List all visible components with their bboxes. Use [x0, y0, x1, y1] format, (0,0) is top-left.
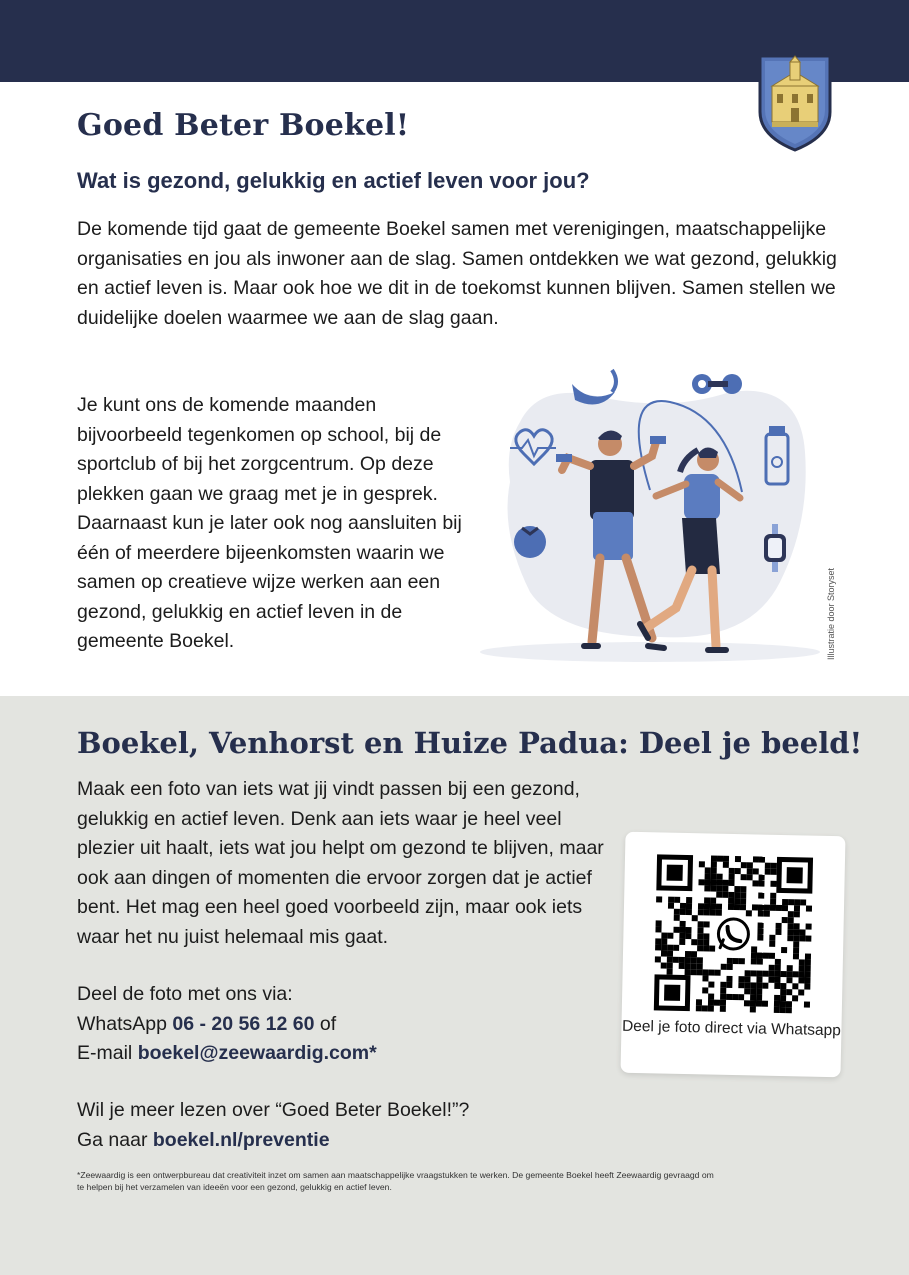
qr-module	[740, 898, 746, 904]
qr-module	[679, 939, 685, 945]
share-paragraph: Maak een foto van iets wat jij vindt passen bij een gezond, gelukkig en actief leven. Denk aan iets waar je heel veel plezier uit haalt, iets wat jou helpt om gezond te blijven, maar ook aan dingen of momenten die ervoor zorgen dat je actief bent. Het mag een heel goed voorbeeld zijn, maar ook iets waar het nu juist helemaal mis gaat.	[77, 778, 604, 948]
page-subtitle: Wat is gezond, gelukkig en actief leven voor jou?	[77, 168, 590, 193]
qr-module	[740, 892, 746, 898]
municipality-crest-icon	[756, 52, 834, 152]
qr-module	[686, 903, 692, 909]
qr-module	[786, 1007, 792, 1013]
qr-module	[698, 921, 704, 927]
qr-module	[685, 957, 691, 963]
qr-module	[699, 861, 705, 867]
qr-module	[704, 909, 710, 915]
qr-module	[655, 938, 661, 944]
qr-module	[734, 886, 740, 892]
more-prefix: Ga naar	[77, 1128, 148, 1151]
qr-module	[698, 879, 704, 885]
email-label: E-mail	[77, 1042, 133, 1064]
qr-module	[770, 905, 776, 911]
qr-module	[717, 874, 723, 880]
qr-module	[691, 963, 697, 969]
qr-module	[720, 988, 726, 994]
illustration-credit: Illustratie door Storyset	[826, 567, 836, 660]
qr-module	[661, 950, 667, 956]
qr-module	[728, 904, 734, 910]
qr-module	[774, 1007, 780, 1013]
qr-module	[747, 868, 753, 874]
qr-module	[751, 958, 757, 964]
qr-module	[685, 963, 691, 969]
qr-module	[787, 965, 793, 971]
qr-module	[758, 905, 764, 911]
qr-module	[680, 909, 686, 915]
qr-module	[771, 869, 777, 875]
qr-module	[792, 983, 798, 989]
qr-module	[661, 962, 667, 968]
page-title: Goed Beter Boekel!	[77, 108, 410, 143]
qr-module	[714, 1000, 720, 1006]
qr-module	[697, 963, 703, 969]
qr-module	[673, 957, 679, 963]
qr-module	[794, 905, 800, 911]
qr-module	[702, 987, 708, 993]
qr-module	[705, 873, 711, 879]
qr-module	[686, 909, 692, 915]
qr-module	[805, 954, 811, 960]
qr-module	[792, 995, 798, 1001]
whatsapp-qr-code[interactable]	[652, 852, 815, 1015]
qr-caption: Deel je foto direct via Whatsapp	[621, 1017, 842, 1040]
intro-paragraph: De komende tijd gaat de gemeente Boekel samen met verenigingen, maatschappelijke organisaties en jou als inwoner aan de slag. Samen ontdekken we wat gezond, gelukkig en actief leven is. Maar ook hoe we dit in de toekomst kunnen blijven. Samen stellen we duidelijke doelen waarmee we aan de slag gaan.	[77, 218, 837, 329]
qr-module	[787, 929, 793, 935]
qr-module	[685, 969, 691, 975]
qr-module	[721, 964, 727, 970]
qr-module	[656, 920, 662, 926]
qr-module	[799, 971, 805, 977]
qr-module	[805, 972, 811, 978]
qr-module	[780, 1007, 786, 1013]
qr-module	[698, 909, 704, 915]
qr-module	[794, 899, 800, 905]
whatsapp-number-link[interactable]: 06 - 20 56 12 60	[172, 1012, 315, 1035]
qr-module	[685, 951, 691, 957]
qr-module	[697, 933, 703, 939]
qr-module	[661, 938, 667, 944]
qr-module	[758, 893, 764, 899]
qr-module	[750, 988, 756, 994]
qr-module	[708, 981, 714, 987]
qr-module	[763, 971, 769, 977]
qr-module	[793, 935, 799, 941]
qr-module	[805, 960, 811, 966]
qr-module	[720, 1000, 726, 1006]
qr-module	[793, 947, 799, 953]
qr-module	[776, 923, 782, 929]
qr-module	[787, 935, 793, 941]
more-info-block	[77, 1096, 622, 1155]
qr-module	[793, 971, 799, 977]
qr-module	[734, 898, 740, 904]
qr-module	[780, 995, 786, 1001]
qr-module	[751, 970, 757, 976]
qr-module	[782, 899, 788, 905]
qr-module	[762, 1001, 768, 1007]
qr-module	[726, 976, 732, 982]
qr-module	[702, 1005, 708, 1011]
qr-module	[711, 868, 717, 874]
qr-module	[691, 957, 697, 963]
qr-module	[703, 939, 709, 945]
qr-module	[667, 969, 673, 975]
qr-module	[804, 984, 810, 990]
qr-module	[793, 929, 799, 935]
qr-module	[759, 857, 765, 863]
qr-module	[752, 904, 758, 910]
qr-module	[756, 982, 762, 988]
qr-module	[711, 862, 717, 868]
qr-module	[679, 963, 685, 969]
qr-module	[674, 915, 680, 921]
qr-module	[710, 904, 716, 910]
qr-module	[805, 936, 811, 942]
qr-module	[788, 923, 794, 929]
qr-module	[667, 933, 673, 939]
qr-module	[774, 977, 780, 983]
qr-module	[757, 953, 763, 959]
share-title: Boekel, Venhorst en Huize Padua: Deel je beeld!	[77, 726, 863, 760]
qr-module	[710, 880, 716, 886]
more-link-line	[77, 1126, 622, 1156]
qr-module	[708, 1005, 714, 1011]
qr-module	[709, 969, 715, 975]
qr-module	[757, 935, 763, 941]
qr-module	[691, 969, 697, 975]
qr-module	[744, 1000, 750, 1006]
qr-module	[704, 921, 710, 927]
qr-module	[655, 944, 661, 950]
qr-module	[674, 909, 680, 915]
qr-module	[696, 999, 702, 1005]
contact-intro: Deel de foto met ons via:	[77, 983, 293, 1005]
qr-module	[806, 906, 812, 912]
qr-module	[759, 875, 765, 881]
qr-module	[716, 910, 722, 916]
qr-module	[655, 956, 661, 962]
qr-module	[747, 874, 753, 880]
qr-module	[774, 1001, 780, 1007]
qr-module	[751, 946, 757, 952]
qr-module	[733, 958, 739, 964]
qr-module	[704, 897, 710, 903]
qr-module	[799, 965, 805, 971]
qr-module	[788, 917, 794, 923]
qr-module	[728, 892, 734, 898]
qr-module	[708, 993, 714, 999]
qr-module	[691, 939, 697, 945]
qr-module	[775, 929, 781, 935]
qr-module	[668, 897, 674, 903]
qr-module	[786, 977, 792, 983]
qr-module	[770, 893, 776, 899]
qr-module	[798, 977, 804, 983]
qr-module	[751, 952, 757, 958]
qr-module	[704, 885, 710, 891]
qr-module	[744, 988, 750, 994]
qr-module	[716, 880, 722, 886]
qr-module	[723, 862, 729, 868]
qr-module	[799, 929, 805, 935]
qr-module	[780, 983, 786, 989]
qr-module	[674, 897, 680, 903]
qr-module	[728, 898, 734, 904]
qr-module	[698, 903, 704, 909]
background-blob	[508, 391, 806, 638]
qr-module	[667, 963, 673, 969]
qr-module	[720, 1006, 726, 1012]
qr-module	[680, 921, 686, 927]
qr-module	[727, 958, 733, 964]
qr-module	[697, 945, 703, 951]
qr-module	[757, 959, 763, 965]
qr-card	[621, 832, 846, 1078]
qr-module	[720, 994, 726, 1000]
qr-module	[774, 983, 780, 989]
qr-module	[704, 903, 710, 909]
qr-module	[799, 959, 805, 965]
qr-module	[697, 957, 703, 963]
qr-module	[762, 983, 768, 989]
qr-module	[781, 947, 787, 953]
qr-module	[765, 869, 771, 875]
qr-module	[775, 959, 781, 965]
qr-module	[703, 933, 709, 939]
qr-module	[717, 856, 723, 862]
qr-module	[710, 910, 716, 916]
qr-module	[738, 976, 744, 982]
dumbbell-icon	[692, 374, 742, 394]
qr-module	[750, 982, 756, 988]
qr-module	[697, 969, 703, 975]
qr-module	[752, 880, 758, 886]
qr-module	[775, 971, 781, 977]
qr-module	[763, 953, 769, 959]
qr-module	[769, 965, 775, 971]
qr-module	[726, 982, 732, 988]
qr-module	[753, 868, 759, 874]
email-link[interactable]: boekel@zeewaardig.com*	[137, 1042, 377, 1064]
qr-module	[685, 933, 691, 939]
qr-module	[786, 989, 792, 995]
qr-module	[750, 1000, 756, 1006]
qr-module	[758, 923, 764, 929]
qr-module	[769, 971, 775, 977]
more-question: Wil je meer lezen over “Goed Beter Boekel!”?	[77, 1099, 470, 1121]
qr-module	[804, 978, 810, 984]
qr-module	[740, 886, 746, 892]
qr-module	[716, 886, 722, 892]
qr-module	[655, 926, 661, 932]
qr-module	[768, 977, 774, 983]
qr-module	[722, 880, 728, 886]
qr-module	[667, 957, 673, 963]
qr-module	[722, 886, 728, 892]
qr-module	[774, 995, 780, 1001]
qr-module	[750, 994, 756, 1000]
qr-module	[758, 881, 764, 887]
qr-module	[769, 941, 775, 947]
qr-module	[722, 892, 728, 898]
qr-module	[728, 880, 734, 886]
qr-module	[757, 970, 763, 976]
qr-module	[757, 929, 763, 935]
qr-module	[697, 939, 703, 945]
qr-module	[800, 899, 806, 905]
qr-module	[776, 905, 782, 911]
qr-module	[799, 935, 805, 941]
qr-module	[723, 856, 729, 862]
whatsapp-label: WhatsApp	[77, 1012, 167, 1035]
qr-module	[710, 898, 716, 904]
qr-module	[691, 951, 697, 957]
qr-module	[679, 927, 685, 933]
qr-module	[744, 982, 750, 988]
qr-module	[794, 911, 800, 917]
qr-module	[673, 927, 679, 933]
qr-module	[726, 994, 732, 1000]
qr-module	[788, 899, 794, 905]
qr-module	[740, 904, 746, 910]
qr-module	[771, 863, 777, 869]
qr-module	[756, 1000, 762, 1006]
qr-module	[716, 892, 722, 898]
qr-module	[696, 1005, 702, 1011]
qr-module	[781, 971, 787, 977]
qr-module	[715, 970, 721, 976]
footnote: *Zeewaardig is een ontwerpbureau dat creativiteit inzet om samen aan maatschappelijke vraagstukken te werken. De gemeente Boekel heeft Zeewaardig gevraagd om te helpen bij het verzamelen van ideeën voor een gezond, gelukkig en actief leven.	[77, 1170, 714, 1192]
qr-module	[667, 951, 673, 957]
qr-module	[668, 903, 674, 909]
qr-module	[680, 903, 686, 909]
qr-module	[686, 897, 692, 903]
fitness-illustration	[480, 362, 825, 667]
qr-module	[769, 953, 775, 959]
qr-module	[727, 964, 733, 970]
qr-module	[758, 911, 764, 917]
whatsapp-line	[77, 1010, 622, 1040]
qr-module	[770, 881, 776, 887]
qr-module	[744, 976, 750, 982]
qr-module	[734, 904, 740, 910]
qr-module	[667, 945, 673, 951]
qr-module	[703, 969, 709, 975]
qr-module	[805, 966, 811, 972]
qr-module	[673, 945, 679, 951]
qr-module	[741, 862, 747, 868]
qr-module	[745, 970, 751, 976]
qr-module	[738, 994, 744, 1000]
qr-module	[716, 904, 722, 910]
qr-module	[704, 879, 710, 885]
qr-module	[793, 941, 799, 947]
qr-module	[782, 905, 788, 911]
qr-module	[735, 856, 741, 862]
qr-module	[798, 989, 804, 995]
qr-module	[685, 927, 691, 933]
qr-module	[741, 874, 747, 880]
qr-module	[697, 927, 703, 933]
qr-module	[764, 911, 770, 917]
qr-module	[794, 923, 800, 929]
qr-module	[756, 994, 762, 1000]
qr-module	[732, 994, 738, 1000]
qr-module	[661, 944, 667, 950]
qr-module	[804, 1001, 810, 1007]
whatsapp-suffix: of	[319, 1012, 337, 1035]
qr-module	[708, 999, 714, 1005]
qr-module	[764, 905, 770, 911]
qr-module	[709, 945, 715, 951]
qr-module	[753, 856, 759, 862]
qr-module	[750, 1006, 756, 1012]
email-line	[77, 1039, 622, 1069]
qr-module	[710, 886, 716, 892]
qr-module	[775, 965, 781, 971]
qr-module	[703, 945, 709, 951]
qr-module	[769, 935, 775, 941]
qr-module	[656, 896, 662, 902]
qr-module	[734, 892, 740, 898]
qr-module	[739, 958, 745, 964]
tomato-icon	[514, 526, 546, 558]
meeting-paragraph: Je kunt ons de komende maanden bijvoorbeeld tegenkomen op school, bij de sportclub of bij het zorgcentrum. Op deze plekken gaan we graag met je in gesprek. Daarnaast kun je later ook nog aansluiten bij één of meerdere bijeenkomsten waarin we samen op creatieve wijze werken aan een gezond, gelukkig en actief leven in de gemeente Boekel.	[77, 394, 462, 652]
qr-module	[705, 867, 711, 873]
qr-module	[787, 971, 793, 977]
qr-module	[786, 1001, 792, 1007]
qr-module	[711, 856, 717, 862]
qr-module	[806, 924, 812, 930]
qr-module	[720, 982, 726, 988]
qr-module	[793, 953, 799, 959]
qr-module	[692, 915, 698, 921]
qr-module	[747, 862, 753, 868]
qr-module	[711, 874, 717, 880]
qr-module	[780, 989, 786, 995]
qr-module	[746, 910, 752, 916]
qr-module	[780, 1001, 786, 1007]
qr-module	[661, 932, 667, 938]
qr-module	[735, 868, 741, 874]
qr-module	[788, 911, 794, 917]
qr-module	[765, 863, 771, 869]
contact-block	[77, 980, 622, 1069]
preventie-link[interactable]: boekel.nl/preventie	[152, 1128, 330, 1151]
qr-module	[729, 868, 735, 874]
qr-module	[702, 975, 708, 981]
qr-module	[756, 976, 762, 982]
qr-module	[782, 917, 788, 923]
qr-module	[729, 874, 735, 880]
qr-module	[770, 899, 776, 905]
qr-module	[679, 933, 685, 939]
qr-module	[756, 988, 762, 994]
qr-module	[738, 982, 744, 988]
qr-module	[679, 957, 685, 963]
